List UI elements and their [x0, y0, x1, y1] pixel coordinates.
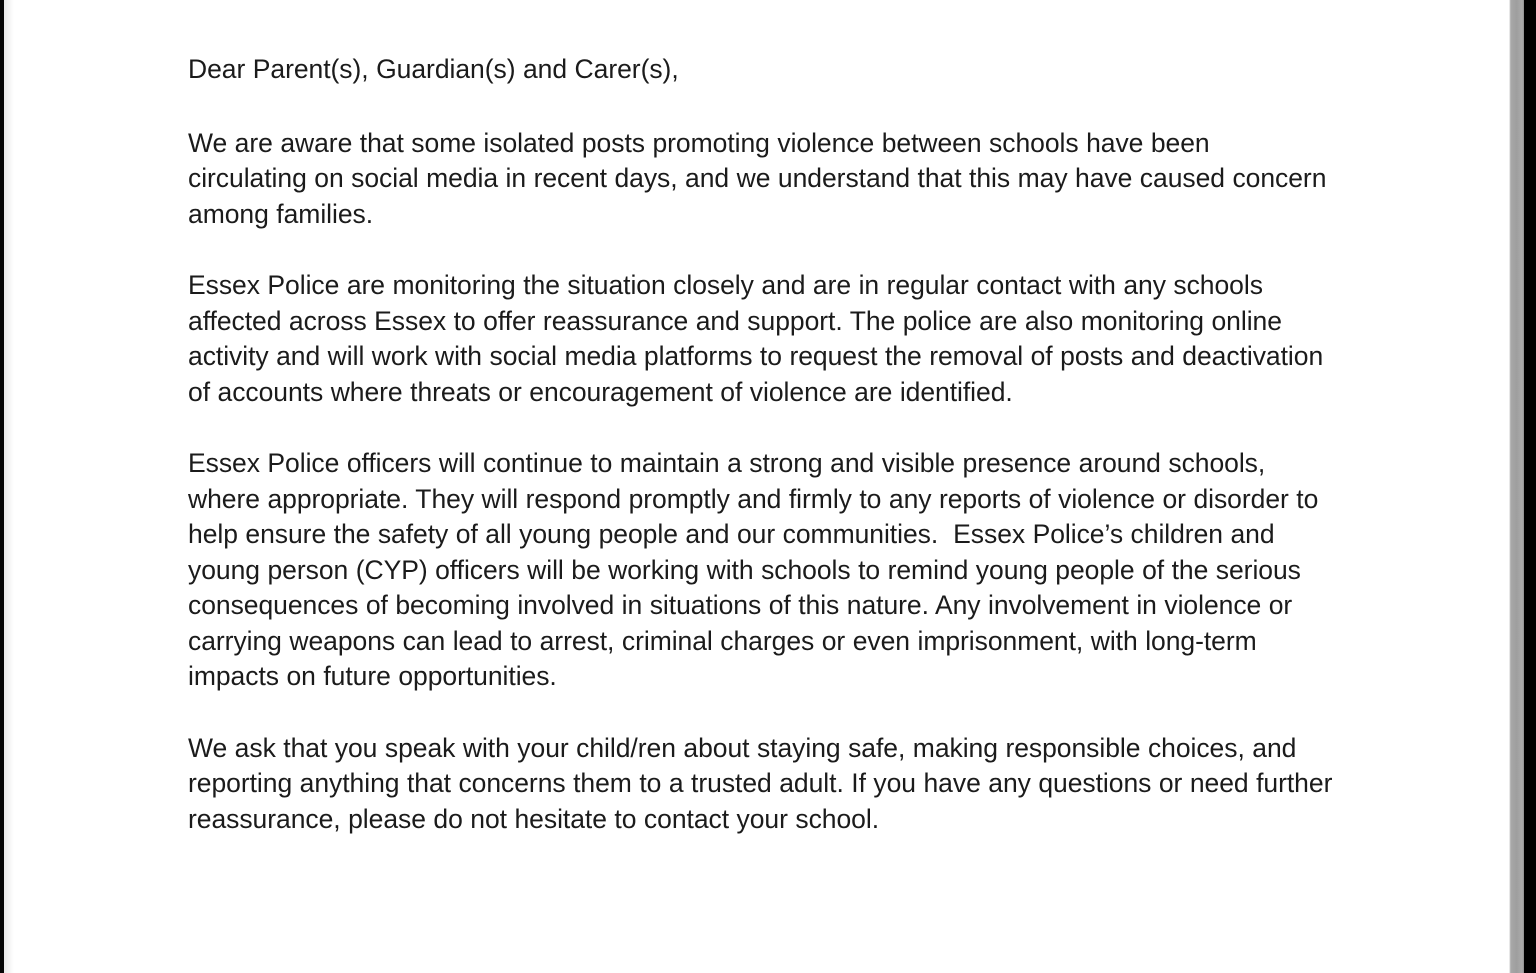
letter-paragraph-1: We are aware that some isolated posts promoting violence between schools have been circulating on social media in recent days, and we understand that this may have caused concern among families.	[188, 127, 1334, 229]
letter-body	[188, 52, 1340, 837]
left-edge-shadow	[4, 0, 14, 973]
letter-paragraph-2: Essex Police are monitoring the situation closely and are in regular contact with any schools affected across Essex to offer reassurance and support. The police are also monitoring online activity and will work with social media platforms to request the removal of posts and deactivation of accounts where threats or encouragement of violence are identified.	[188, 270, 1331, 407]
right-edge-grey-strip	[1509, 0, 1524, 973]
letter-salutation: Dear Parent(s), Guardian(s) and Carer(s),	[188, 54, 679, 84]
letter-paragraph-3: Essex Police officers will continue to maintain a strong and visible presence around schools, where appropriate. They will respond promptly and firmly to any reports of violence or disorder to help ensure the safety of all young people and our communities. Essex Police’s children and young person (CYP) officers will be working with schools to remind young people of the serious consequences of becoming involved in situations of this nature. Any involvement in violence or carrying weapons can lead to arrest, criminal charges or even imprisonment, with long-term impacts on future opportunities.	[188, 448, 1326, 691]
right-edge-black-strip	[1524, 0, 1536, 973]
letter-paragraph-4: We ask that you speak with your child/ren about staying safe, making responsible choices, and reporting anything that concerns them to a trusted adult. If you have any questions or need further reassurance, please do not hesitate to contact your school.	[188, 732, 1340, 834]
